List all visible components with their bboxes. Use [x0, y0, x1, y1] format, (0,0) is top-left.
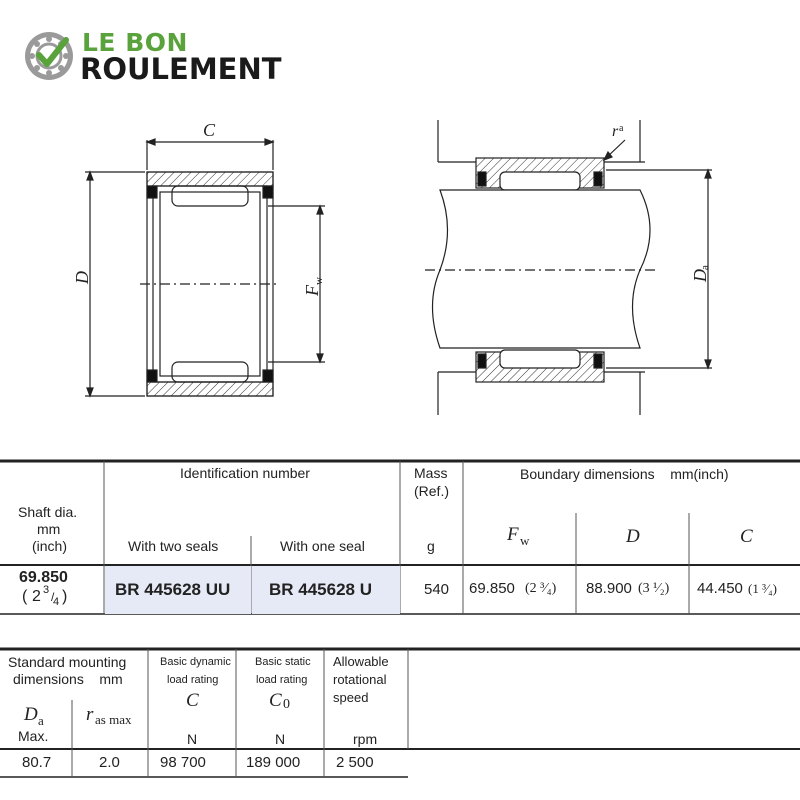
label-d: D: [72, 271, 92, 284]
shaft-mm: 69.850: [19, 569, 68, 586]
shaft-inch-den: 4: [53, 596, 60, 608]
c-inch: (1 ³⁄₄): [748, 581, 778, 596]
shaft-header-1: Shaft dia.: [18, 504, 78, 520]
bearing-technical-drawing: [0, 100, 800, 430]
shaft-inch-close: ): [62, 588, 68, 605]
speed-unit: rpm: [353, 731, 378, 747]
label-ra: r: [612, 123, 619, 140]
d-value: 88.900: [586, 580, 632, 597]
label-ra-sub: a: [619, 123, 624, 134]
dyn-unit: N: [187, 731, 198, 747]
ras-value: 2.0: [99, 754, 120, 771]
part-uu: BR 445628 UU: [115, 580, 231, 599]
mass-header-1: Mass: [414, 465, 448, 481]
brand-logo: [22, 28, 78, 84]
mass-value: 540: [424, 581, 450, 598]
shaft-inch-num: 3: [43, 584, 50, 596]
da-max-label: Max.: [18, 728, 49, 744]
label-da-sub: a: [699, 265, 711, 270]
fw-col-header: F: [507, 524, 519, 545]
label-fw: F: [302, 285, 322, 296]
mass-unit: g: [427, 538, 435, 554]
speed-header-2: rotational: [333, 672, 387, 687]
stat-header-2: load rating: [256, 674, 308, 686]
label-c: C: [203, 120, 216, 140]
dyn-value: 98 700: [160, 754, 206, 771]
dyn-symbol: C: [186, 690, 199, 711]
dyn-header-2: load rating: [167, 674, 219, 686]
label-fw-sub: w: [313, 277, 325, 285]
d-inch: (3 ¹⁄₂): [638, 581, 670, 596]
brand-line2: ROULEMENT: [80, 52, 282, 86]
fw-col-sub: w: [520, 533, 530, 548]
mass-header-2: (Ref.): [414, 483, 449, 499]
one-seal-header: With one seal: [280, 538, 365, 554]
shaft-inch-whole: 2: [32, 588, 41, 605]
shaft-inch: ( 2 3 / 4 ): [22, 584, 68, 608]
dyn-header-1: Basic dynamic: [160, 656, 231, 668]
roller-top: [172, 186, 248, 206]
label-da: D: [690, 269, 710, 282]
speed-value: 2 500: [336, 754, 374, 771]
part-u: BR 445628 U: [269, 580, 373, 599]
c-value: 44.450: [697, 580, 743, 597]
stat-symbol: C: [269, 690, 282, 711]
shaft-header-2: mm: [37, 521, 61, 537]
da-col-header: D: [24, 704, 38, 725]
da-value: 80.7: [22, 754, 52, 771]
boundary-header: Boundary dimensions mm(inch): [520, 466, 729, 482]
ras-col-sub: as max: [95, 712, 132, 727]
stat-value: 189 000: [246, 754, 301, 771]
da-col-sub: a: [38, 713, 44, 728]
fw-value: 69.850: [469, 580, 515, 597]
shaft-header-3: (inch): [32, 538, 68, 554]
speed-header-1: Allowable: [333, 654, 389, 669]
brand-line1: LE BON: [82, 28, 188, 57]
c-col-header: C: [740, 526, 753, 547]
speed-header-3: speed: [333, 690, 369, 705]
roller-bottom: [172, 362, 248, 382]
mount-header-1: Standard mounting: [8, 654, 127, 670]
mount-header-2: dimensions mm: [13, 671, 123, 687]
stat-header-1: Basic static: [255, 656, 311, 668]
shaft-inch-open: (: [22, 588, 28, 605]
bearing-check-icon: [22, 28, 78, 84]
ras-col-header: r: [86, 704, 94, 725]
fw-inch: (2 ³⁄₄): [525, 581, 557, 596]
d-col-header: D: [626, 526, 640, 547]
ident-header: Identification number: [180, 465, 310, 481]
stat-symbol-sub: 0: [283, 697, 290, 712]
shaft: [433, 190, 651, 348]
stat-unit: N: [275, 731, 286, 747]
two-seals-header: With two seals: [128, 538, 219, 554]
